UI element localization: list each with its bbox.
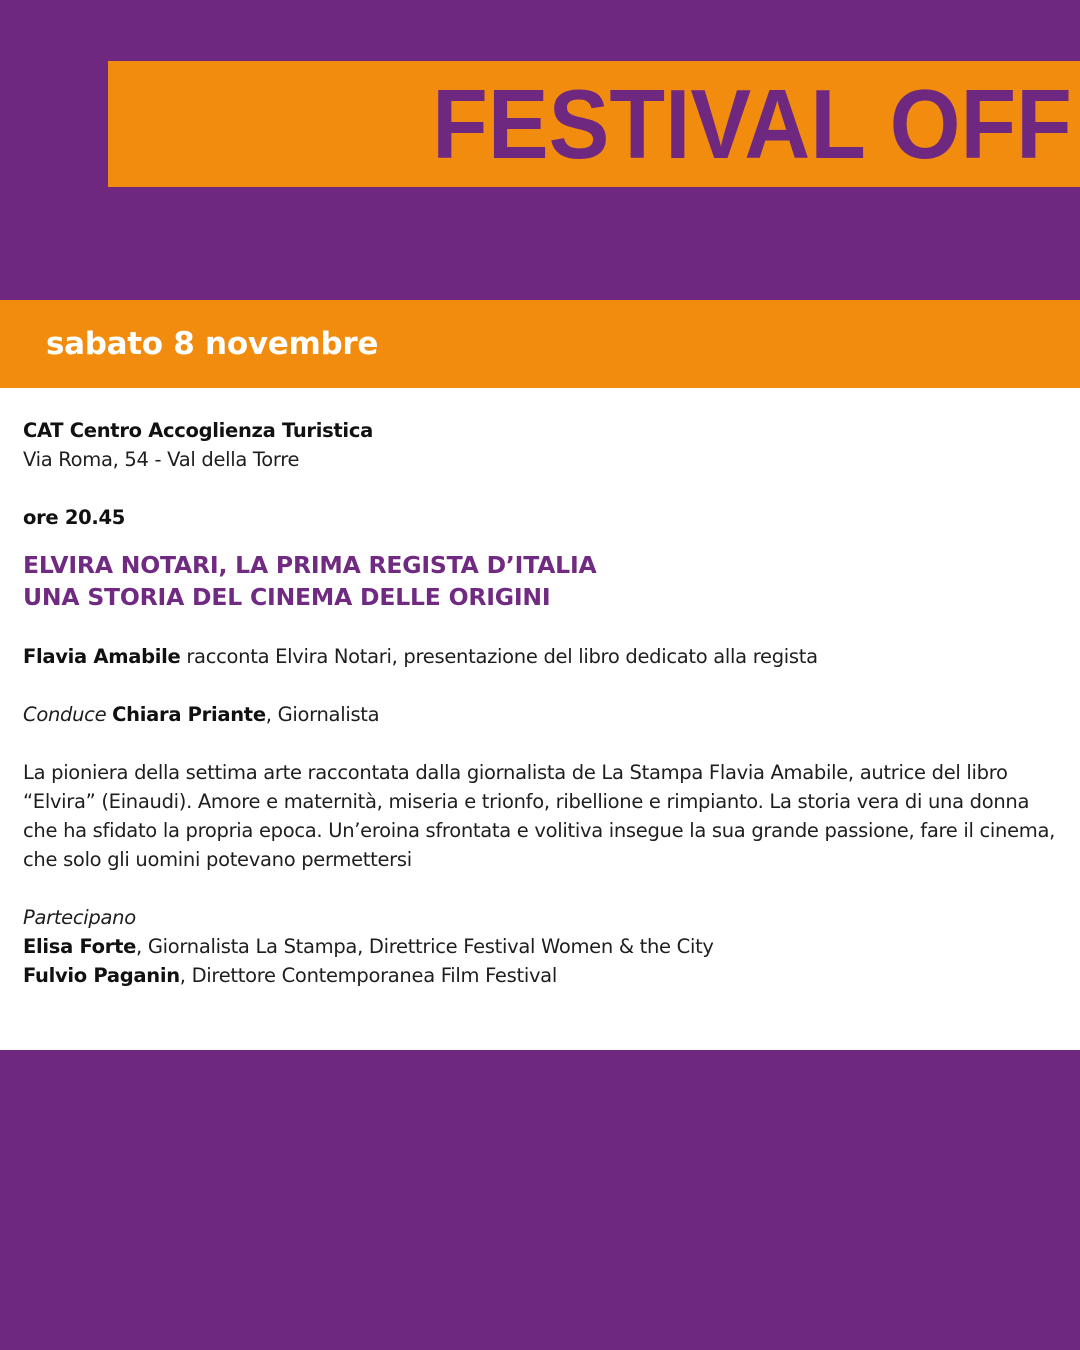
participant-role: , Giornalista La Stampa, Direttrice Festival Women & the City bbox=[136, 935, 714, 958]
host-name: Chiara Priante bbox=[112, 703, 266, 726]
participant-role: , Direttore Contemporanea Film Festival bbox=[179, 964, 557, 987]
event-title bbox=[23, 549, 1058, 613]
date-banner bbox=[0, 300, 1080, 388]
spacer bbox=[23, 613, 1058, 642]
presenter-name: Flavia Amabile bbox=[23, 645, 181, 668]
event-title-line-2: UNA STORIA DEL CINEMA DELLE ORIGINI bbox=[23, 583, 551, 611]
spacer bbox=[23, 474, 1058, 503]
participants-label: Partecipano bbox=[23, 906, 136, 929]
top-purple-band bbox=[0, 0, 1080, 300]
spacer bbox=[23, 729, 1058, 758]
event-details-panel bbox=[0, 388, 1080, 1050]
participant-row bbox=[23, 932, 1058, 961]
participant-name: Elisa Forte bbox=[23, 935, 137, 958]
venue-address: Via Roma, 54 - Val della Torre bbox=[23, 448, 300, 471]
presenter-text: racconta Elvira Notari, presentazione del libro dedicato alla regista bbox=[180, 645, 818, 668]
spacer bbox=[23, 874, 1058, 903]
event-description: La pioniera della settima arte raccontata dalla giornalista de La Stampa Flavia Amabile, autrice del libro “Elvira” (Einaudi). Amore e maternità, miseria e trionfo, ribellione e rimpianto. La storia vera di una donna che ha sfidato la propria epoca. Un’eroina sfrontata e volitiva insegue la sua grande passione, fare il cinema, che solo gli uomini potevano permettersi bbox=[23, 761, 1056, 871]
event-details-text bbox=[23, 416, 1058, 990]
presenter-line bbox=[23, 642, 1058, 671]
venue-name: CAT Centro Accoglienza Turistica bbox=[23, 419, 373, 442]
event-time: ore 20.45 bbox=[23, 506, 126, 529]
festival-title-banner bbox=[108, 61, 1080, 187]
host-role: , Giornalista bbox=[265, 703, 380, 726]
event-date: sabato 8 novembre bbox=[46, 326, 379, 362]
participant-row bbox=[23, 961, 1058, 990]
bottom-purple-band bbox=[0, 1050, 1080, 1350]
participant-name: Fulvio Paganin bbox=[23, 964, 180, 987]
spacer bbox=[23, 671, 1058, 700]
festival-title: FESTIVAL OFF bbox=[432, 69, 1072, 179]
host-line bbox=[23, 700, 1058, 729]
host-label: Conduce bbox=[23, 703, 107, 726]
event-title-line-1: ELVIRA NOTARI, LA PRIMA REGISTA D’ITALIA bbox=[23, 551, 597, 579]
